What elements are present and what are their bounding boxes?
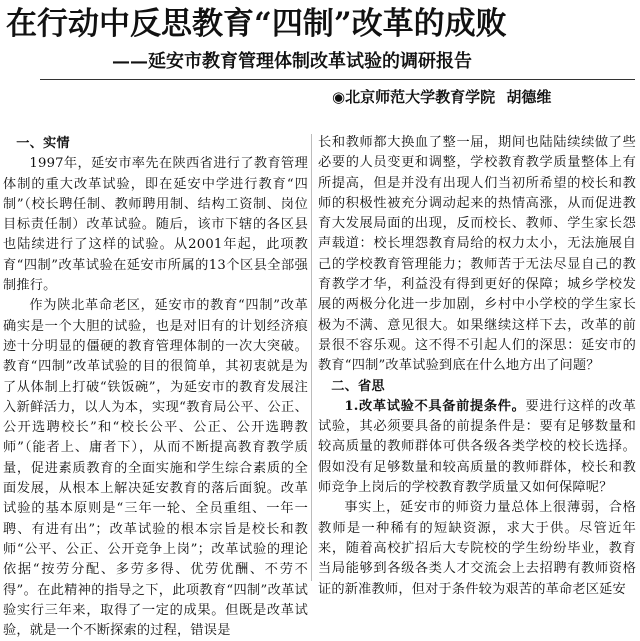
- subheading: 1.改革试验不具备前提条件。: [344, 398, 526, 414]
- left-column: [3, 134, 308, 641]
- article-title: 在行动中反思教育“四制”改革的成败: [6, 6, 507, 42]
- paragraph-text: 要进行这样的改革试验，其必须要具备的前提条件是：要有足够数量和较高质量的教师群体可供各级各类学校的校长选择。假如没有足够数量和较高质量的教师群体，校长和教师竞争上岗后的学校教育教学质量又如何保障呢？: [318, 398, 636, 496]
- title-rule: [40, 79, 635, 80]
- paragraph: 1997年，延安市率先在陕西省进行了教育管理体制的重大改革试验，即在延安中学进行教育“四制”（校长聘任制、教师聘用制、结构工资制、岗位目标责任制）改革试验。随后，该市下辖的各区县也陆续进行了这样的试验。从2001年起，此项教育“四制”改革试验在延安市所属的13个区县全部强制推行。: [3, 156, 308, 294]
- right-column: [318, 133, 636, 600]
- section-heading-reflection: 二、省思: [331, 378, 385, 394]
- article-subtitle: ——延安市教育管理体制改革试验的调研报告: [112, 51, 472, 72]
- author-affiliation: ◉北京师范大学教育学院: [332, 88, 496, 106]
- byline: [332, 86, 557, 107]
- paragraph: 长和教师都大换血了整一届，期间也陆陆续续做了些必要的人员变更和调整，学校教育教学质量整体上有所提高，但是并没有出现人们当初所希望的校长和教师的积极性被充分调动起来的热情高涨，从而促进教育大发展局面的出现，反而校长、教师、学生家长怨声载道：校长埋怨教育局给的权力太小，无法施展自己的学校教育管理能力；教师苦于无法尽显自己的教育教学才华，利益没有得到更好的保障；城乡学校发展的两极分化进一步加剧，乡村中小学校的学生家长极为不满、意见很大。如果继续这样下去，改革的前景很不容乐观。这不得不引起人们的深思：延安市的教育“四制”改革试验到底在什么地方出了问题？: [318, 135, 636, 374]
- column-divider: [311, 134, 312, 581]
- author-name: 胡德维: [506, 88, 552, 106]
- paragraph: [318, 397, 636, 498]
- paragraph: 事实上，延安市的师资力量总体上很薄弱，合格教师是一种稀有的短缺资源，求大于供。尽管近年来，随着高校扩招后大专院校的学生纷纷毕业，教育当局能够到各级各类人才交流会上去招聘有教师资格证的新准教师，但对于条件较为艰苦的革命老区延安: [318, 500, 636, 597]
- paragraph: 作为陕北革命老区，延安市的教育“四制”改革确实是一个大胆的试验，也是对旧有的计划经济痕迹十分明显的僵硬的教育管理体制的一次大突破。教育“四制”改革试验的目的很简单，其初衷就是为了从体制上打破“铁饭碗”，为延安市的教育发展注入新鲜活力，以人为本，实现“教育局公平、公正、公开选聘校长”和“校长公平、公正、公开选聘教师”（能者上、庸者下），从而不断提高教育教学质量，促进素质教育的全面实施和学生综合素质的全面发展，从根本上解决延安教育的落后面貌。改革试验的基本原则是“三年一轮、全员重组、一年一聘、有进有出”；改革试验的根本宗旨是校长和教师“公平、公正、公开竞争上岗”；改革试验的理论依据“按劳分配、多劳多得、优劳优酬、不劳不得”。在此精神的指导之下，此项教育“四制”改革试验实行三年来，取得了一定的成果。但既是改革试验，就是一个不断探索的过程，错误是: [3, 298, 308, 639]
- section-heading-facts: 一、实情: [16, 136, 70, 151]
